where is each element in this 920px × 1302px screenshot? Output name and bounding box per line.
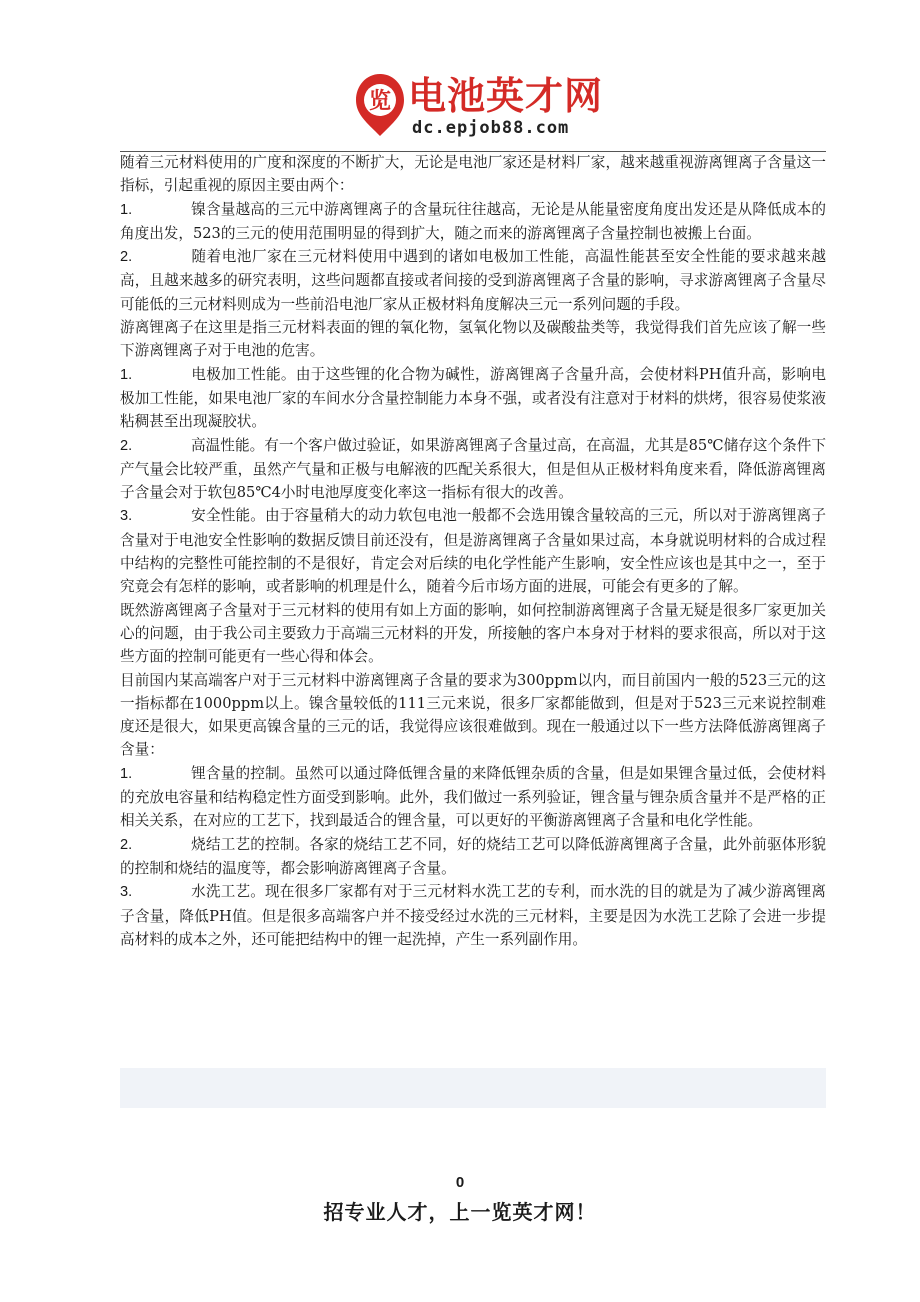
paragraph bbox=[120, 669, 826, 762]
paragraph-text: 电极加工性能。由于这些锂的化合物为碱性，游离锂离子含量升高，会使材料PH值升高，影响电极加工性能，如果电池厂家的车间水分含量控制能力本身不强，或者没有注意对于材料的烘烤，很容易使浆液粘稠甚至出现凝胶状。 bbox=[120, 365, 826, 431]
paragraph-text: 锂含量的控制。虽然可以通过降低锂含量的来降低锂杂质的含量，但是如果锂含量过低，会使材料的充放电容量和结构稳定性方面受到影响。此外，我们做过一系列验证，锂含量与锂杂质含量并不是严格的正相关关系，在对应的工艺下，找到最适合的锂含量，可以更好的平衡游离锂离子含量和电化学性能。 bbox=[120, 764, 826, 830]
brand-title: 电池英才网 bbox=[408, 74, 604, 118]
list-number: 1. bbox=[120, 366, 133, 383]
list-number: 1. bbox=[120, 765, 133, 782]
paragraph-text: 安全性能。由于容量稍大的动力软包电池一般都不会选用镍含量较高的三元，所以对于游离锂离子含量对于电池安全性影响的数据反馈目前还没有，但是游离锂离子含量如果过高，本身就说明材料的合成过程中结构的完整性可能控制的不是很好，肯定会对后续的电化学性能产生影响，安全性应该也是其中之一，至于究竟会有怎样的影响，或者影响的机理是什么，随着今后市场方面的进展，可能会有更多的了解。 bbox=[120, 507, 826, 596]
page-header bbox=[0, 0, 920, 152]
paragraph bbox=[120, 316, 826, 363]
paragraph-text: 高温性能。有一个客户做过验证，如果游离锂离子含量过高，在高温，尤其是85℃储存这个条件下产气量会比较严重，虽然产气量和正极与电解液的匹配关系很大，但是但从正极材料角度来看，降低游离锂离子含量会对于软包85℃4小时电池厚度变化率这一指标有很大的改善。 bbox=[120, 436, 826, 502]
brand-domain: dc.epjob88.com bbox=[412, 118, 570, 138]
paragraph bbox=[120, 363, 826, 434]
paragraph-text: 游离锂离子在这里是指三元材料表面的锂的氧化物，氢氧化物以及碳酸盐类等，我觉得我们首先应该了解一些下游离锂离子对于电池的危害。 bbox=[120, 319, 826, 360]
paragraph-text: 随着电池厂家在三元材料使用中遇到的诸如电极加工性能，高温性能甚至安全性能的要求越来越高，且越来越多的研究表明，这些问题都直接或者间接的受到游离锂离子含量的影响，寻求游离锂离子含量尽可能低的三元材料则成为一些前沿电池厂家从正极材料角度解决三元一系列问题的手段。 bbox=[120, 248, 826, 313]
paragraph bbox=[120, 833, 826, 881]
paragraph bbox=[120, 245, 826, 316]
list-number: 1. bbox=[120, 201, 133, 218]
list-number: 3. bbox=[120, 884, 133, 901]
paragraph bbox=[120, 434, 826, 505]
paragraph-text: 既然游离锂离子含量对于三元材料的使用有如上方面的影响，如何控制游离锂离子含量无疑是很多厂家更加关心的问题，由于我公司主要致力于高端三元材料的开发，所接触的客户本身对于材料的要求很高，所以对于这些方面的控制可能更有一些心得和体会。 bbox=[120, 601, 826, 666]
blank-footer-panel bbox=[120, 1068, 826, 1108]
paragraph bbox=[120, 762, 826, 833]
list-number: 2. bbox=[120, 249, 133, 266]
list-number: 2. bbox=[120, 437, 133, 454]
list-number: 2. bbox=[120, 836, 133, 853]
paragraph-text: 目前国内某高端客户对于三元材料中游离锂离子含量的要求为300ppm以内，而目前国内一般的523三元的这一指标都在1000ppm以上。镍含量较低的111三元来说，很多厂家都能做到，但是对于523三元来说控制难度还是很大，如果更高镍含量的三元的话，我觉得应该很难做到。现在一般通过以下一些方法降低游离锂离子含量： bbox=[120, 671, 826, 759]
list-number: 3. bbox=[120, 508, 133, 525]
article-body bbox=[120, 151, 826, 951]
paragraph bbox=[120, 599, 826, 669]
paragraph-text: 水洗工艺。现在很多厂家都有对于三元材料水洗工艺的专利，而水洗的目的就是为了减少游离锂离子含量，降低PH值。但是很多高端客户并不接受经过水洗的三元材料，主要是因为水洗工艺除了会进一步提高材料的成本之外，还可能把结构中的锂一起洗掉，产生一系列副作用。 bbox=[120, 883, 826, 948]
paragraph bbox=[120, 198, 826, 246]
paragraph bbox=[120, 504, 826, 598]
logo-glyph: 览 bbox=[368, 89, 392, 114]
paragraph-text: 随着三元材料使用的广度和深度的不断扩大，无论是电池厂家还是材料厂家，越来越重视游离锂离子含量这一指标，引起重视的原因主要由两个： bbox=[120, 154, 826, 195]
logo-icon bbox=[354, 70, 406, 146]
paragraph-text: 烧结工艺的控制。各家的烧结工艺不同，好的烧结工艺可以降低游离锂离子含量，此外前驱体形貌的控制和烧结的温度等，都会影响游离锂离子含量。 bbox=[120, 835, 826, 877]
footer-slogan: 招专业人才，上一览英才网！ bbox=[323, 1200, 597, 1224]
paragraph bbox=[120, 880, 826, 951]
paragraph bbox=[120, 151, 826, 198]
paragraph-text: 镍含量越高的三元中游离锂离子的含量玩往往越高，无论是从能量密度角度出发还是从降低成本的角度出发，523的三元的使用范围明显的得到扩大，随之而来的游离锂离子含量控制也被搬上台面。 bbox=[120, 200, 826, 242]
page-number: 0 bbox=[455, 1174, 465, 1191]
